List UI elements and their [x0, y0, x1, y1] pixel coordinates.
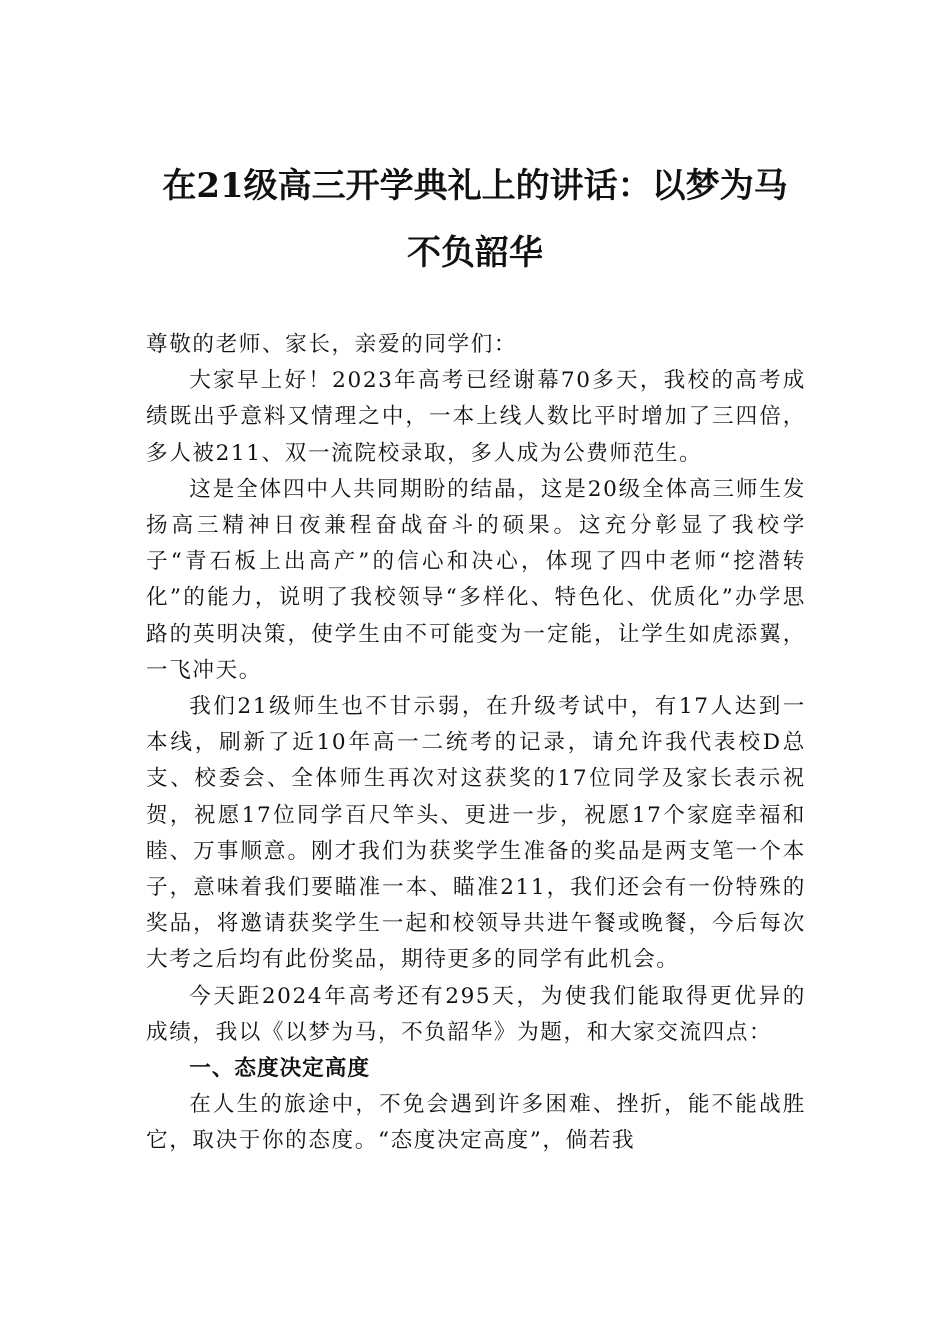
document-title-line-2: 不负韶华: [407, 233, 543, 273]
section-1-paragraph: 在人生的旅途中，不免会遇到许多困难、挫折，能不能战胜它，取决于你的态度。“态度决定高度”，倘若我: [146, 1092, 806, 1154]
paragraph-greeting: 大家早上好！2023年高考已经谢幕70多天，我校的高考成绩既出乎意料又情理之中，一本上线人数比平时增加了三四倍，多人被211、双一流院校录取，多人成为公费师范生。: [146, 368, 806, 466]
paragraph-achievement: 这是全体四中人共同期盼的结晶，这是20级全体高三师生发扬高三精神日夜兼程奋战奋斗的硕果。这充分彰显了我校学子“青石板上出高产”的信心和决心，体现了四中老师“挖潜转化”的能力，说明了我校领导“多样化、特色化、优质化”办学思路的英明决策，使学生由不可能变为一定能，让学生如虎添翼，一飞冲天。: [146, 476, 806, 683]
paragraph-class-21: 我们21级师生也不甘示弱，在升级考试中，有17人达到一本线，刷新了近10年高一二统考的记录，请允许我代表校D总支、校委会、全体师生再次对这获奖的17位同学及家长表示祝贺，祝愿17位同学百尺竿头、更进一步，祝愿17个家庭幸福和睦、万事顺意。刚才我们为获奖学生准备的奖品是两支笔一个本子，意味着我们要瞄准一本、瞄准211，我们还会有一份特殊的奖品，将邀请获奖学生一起和校领导共进午餐或晚餐，今后每次大考之后均有此份奖品，期待更多的同学有此机会。: [146, 694, 806, 973]
document-title-line-1: 在21级高三开学典礼上的讲话：以梦为马: [162, 166, 788, 206]
paragraph-countdown: 今天距2024年高考还有295天，为使我们能取得更优异的成绩，我以《以梦为马，不负韶华》为题，和大家交流四点：: [146, 983, 806, 1045]
document-body: [146, 327, 806, 1160]
section-heading-1: 一、态度决定高度: [189, 1056, 370, 1082]
salutation: 尊敬的老师、家长，亲爱的同学们：: [146, 332, 518, 357]
